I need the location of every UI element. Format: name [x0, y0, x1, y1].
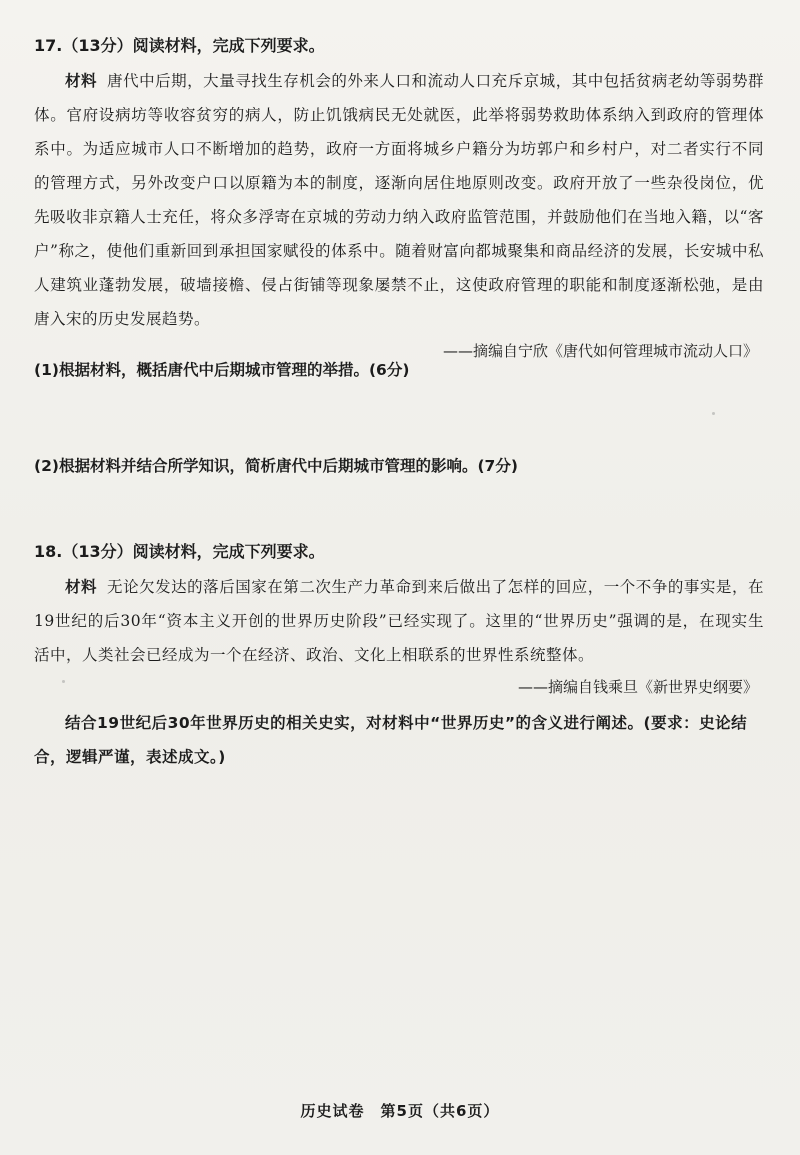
question-17-source: ——摘编自宁欣《唐代如何管理城市流动人口》 [442, 342, 758, 360]
material-label: 材料 [65, 577, 98, 596]
question-17-material [34, 64, 764, 336]
question-18-header: 18.（13分）阅读材料，完成下列要求。 [34, 542, 325, 561]
question-17 [34, 34, 764, 364]
question-18-material-text: 无论欠发达的落后国家在第二次生产力革命到来后做出了怎样的回应，一个不争的事实是，在19世纪的后30年“资本主义开创的世界历史阶段”已经实现了。这里的“世界历史”强调的是，在现实生活中，人类社会已经成为一个在经济、政治、文化上相联系的世界性系统整体。 [34, 578, 764, 664]
question-17-sub-1: (1)根据材料，概括唐代中后期城市管理的举措。(6分) [34, 361, 410, 379]
material-label: 材料 [65, 71, 98, 90]
question-17-header: 17.（13分）阅读材料，完成下列要求。 [34, 36, 325, 55]
scan-speck [62, 680, 65, 683]
question-17-sub-2: (2)根据材料并结合所学知识，简析唐代中后期城市管理的影响。(7分) [34, 457, 518, 475]
question-18 [34, 540, 764, 774]
page-footer: 历史试卷 第5页（共6页） [300, 1102, 500, 1120]
scan-speck [712, 412, 715, 415]
question-18-task: 结合19世纪后30年世界历史的相关史实，对材料中“世界历史”的含义进行阐述。(要求：史论结合，逻辑严谨，表述成文。) [34, 714, 748, 766]
question-18-material [34, 570, 764, 672]
question-18-source: ——摘编自钱乘旦《新世界史纲要》 [517, 678, 758, 696]
question-17-material-text: 唐代中后期，大量寻找生存机会的外来人口和流动人口充斥京城，其中包括贫病老幼等弱势群体。官府设病坊等收容贫穷的病人，防止饥饿病民无处就医，此举将弱势救助体系纳入到政府的管理体系中。为适应城市人口不断增加的趋势，政府一方面将城乡户籍分为坊郭户和乡村户，对二者实行不同的管理方式，另外改变户口以原籍为本的制度，逐渐向居住地原则改变。政府开放了一些杂役岗位，优先吸收非京籍人士充任，将众多浮寄在京城的劳动力纳入政府监管范围，并鼓励他们在当地入籍，以“客户”称之，使他们重新回到承担国家赋役的体系中。随着财富向都城聚集和商品经济的发展，长安城中私人建筑业蓬勃发展，破墙接檐、侵占街铺等现象屡禁不止，这使政府管理的职能和制度逐渐松弛，是由唐入宋的历史发展趋势。 [34, 72, 764, 328]
